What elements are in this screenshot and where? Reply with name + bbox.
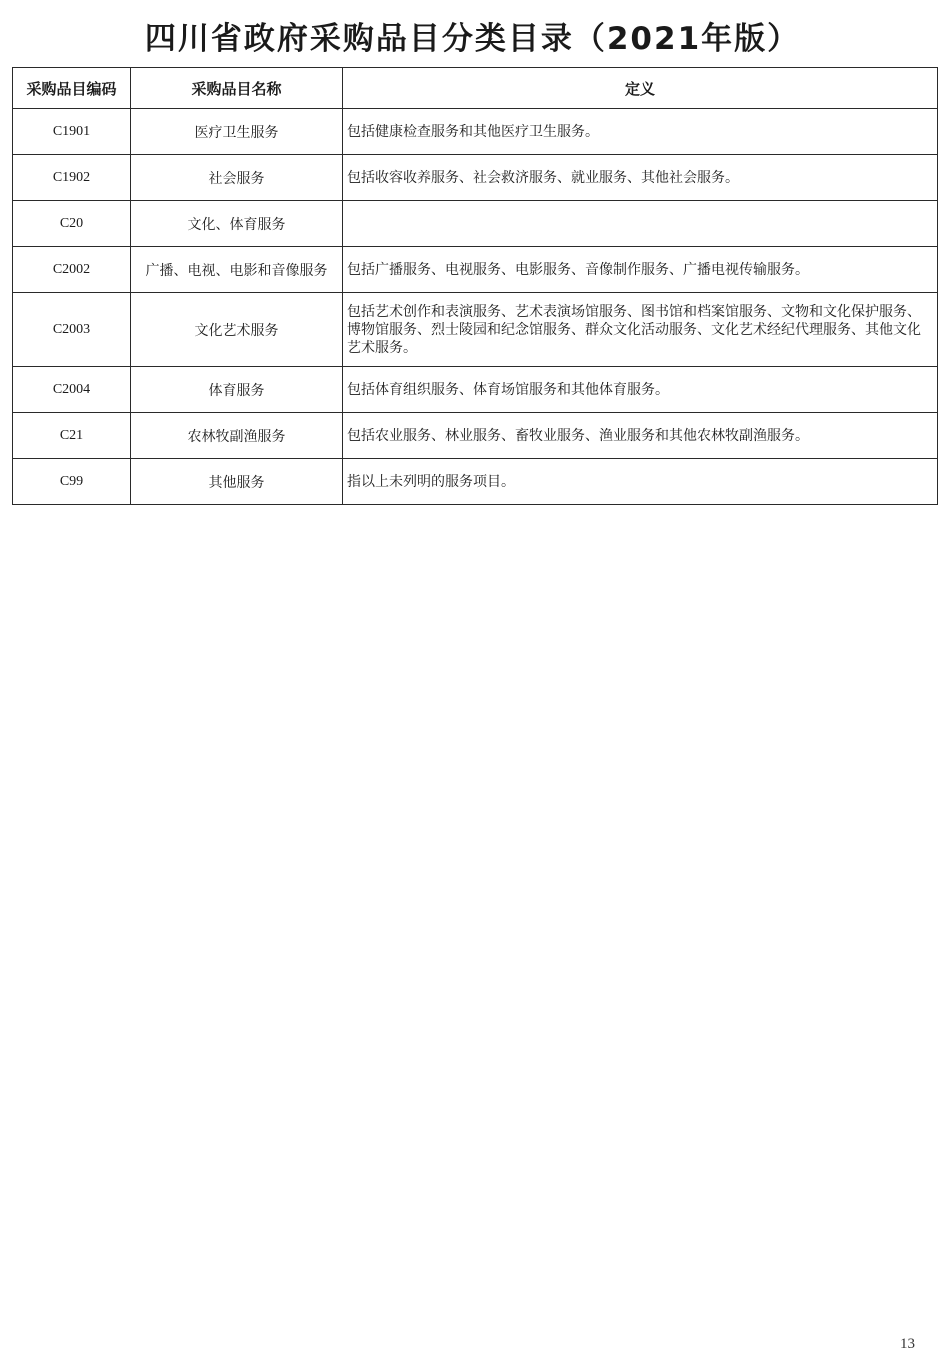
row-code: C1902 [13,155,131,201]
row-name: 文化、体育服务 [131,201,343,247]
table-row [13,201,938,247]
row-code: C2002 [13,247,131,293]
table-row [13,293,938,367]
table-header-row [13,68,938,109]
row-name: 体育服务 [131,367,343,413]
row-definition: 包括农业服务、林业服务、畜牧业服务、渔业服务和其他农林牧副渔服务。 [343,413,938,459]
row-name: 广播、电视、电影和音像服务 [131,247,343,293]
table-row [13,367,938,413]
row-definition: 包括艺术创作和表演服务、艺术表演场馆服务、图书馆和档案馆服务、文物和文化保护服务、博物馆服务、烈士陵园和纪念馆服务、群众文化活动服务、文化艺术经纪代理服务、其他文化艺术服务。 [343,293,938,367]
row-code: C99 [13,459,131,505]
table-row [13,459,938,505]
row-definition: 包括广播服务、电视服务、电影服务、音像制作服务、广播电视传输服务。 [343,247,938,293]
row-code: C2004 [13,367,131,413]
row-name: 医疗卫生服务 [131,109,343,155]
row-name: 社会服务 [131,155,343,201]
row-name: 其他服务 [131,459,343,505]
row-name: 文化艺术服务 [131,293,343,367]
row-definition [343,201,938,247]
header-definition: 定义 [343,68,938,109]
header-code: 采购品目编码 [13,68,131,109]
row-definition: 包括体育组织服务、体育场馆服务和其他体育服务。 [343,367,938,413]
row-code: C1901 [13,109,131,155]
row-code: C2003 [13,293,131,367]
table-row [13,247,938,293]
row-code: C20 [13,201,131,247]
row-definition: 包括收容收养服务、社会救济服务、就业服务、其他社会服务。 [343,155,938,201]
table-row [13,155,938,201]
table-row [13,109,938,155]
row-definition: 指以上未列明的服务项目。 [343,459,938,505]
document-title: 四川省政府采购品目分类目录（2021年版） [144,21,801,57]
table-row [13,413,938,459]
row-name: 农林牧副渔服务 [131,413,343,459]
row-code: C21 [13,413,131,459]
row-definition: 包括健康检查服务和其他医疗卫生服务。 [343,109,938,155]
header-name: 采购品目名称 [131,68,343,109]
catalog-table [12,67,938,505]
page-number: 13 [900,1336,915,1352]
